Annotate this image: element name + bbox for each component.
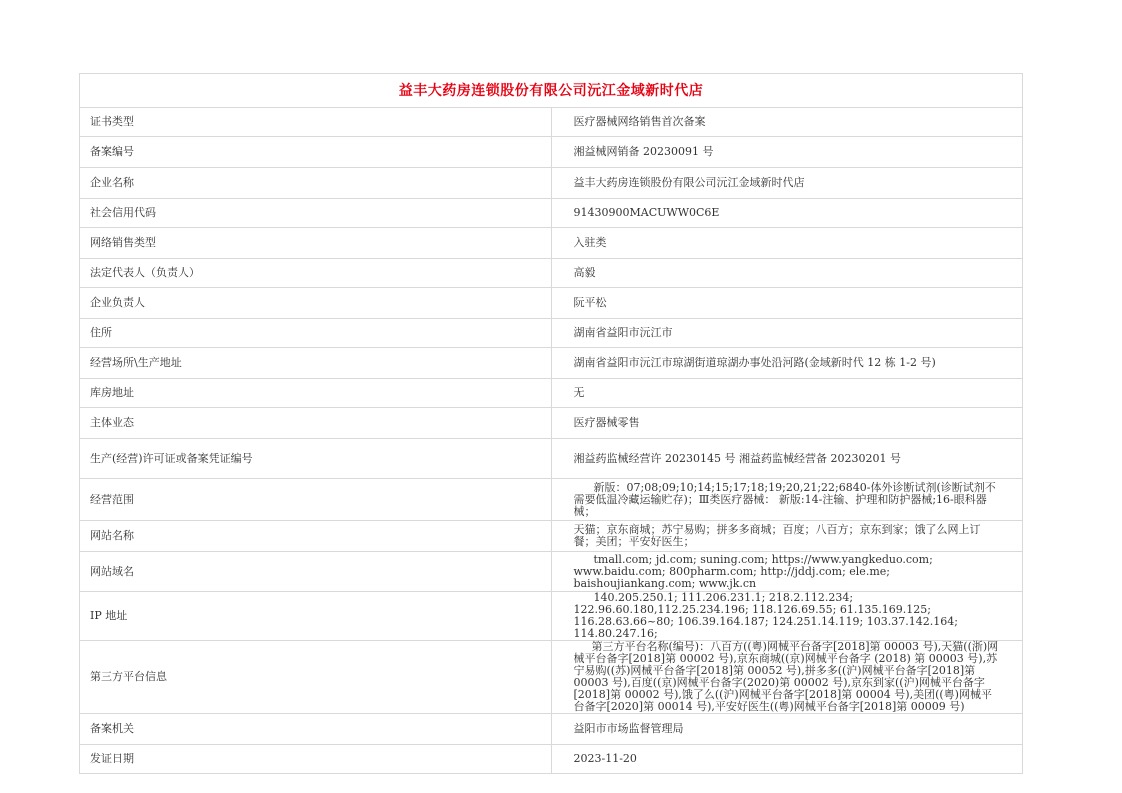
table-row <box>80 228 1023 259</box>
table-row <box>80 408 1023 439</box>
field-value: 91430900MACUWW0C6E <box>551 199 1023 228</box>
table-row <box>80 479 1023 521</box>
field-label: 备案编号 <box>80 137 552 168</box>
field-value: 天猫；京东商城；苏宁易购；拼多多商城；百度；八百方；京东到家；饿了么网上订餐；美团；平安好医生； <box>551 521 1023 552</box>
field-label: 网站域名 <box>80 552 552 592</box>
field-value: 湘益械网销备 20230091 号 <box>551 137 1023 168</box>
table-row <box>80 745 1023 774</box>
table-row <box>80 319 1023 348</box>
document-title: 益丰大药房连锁股份有限公司沅江金域新时代店 <box>80 74 1023 108</box>
field-label: 企业名称 <box>80 168 552 199</box>
field-value: 湘益药监械经营许 20230145 号 湘益药监械经营备 20230201 号 <box>551 439 1023 479</box>
field-value: 新版：07;08;09;10;14;15;17;18;19;20,21;22;6840-体外诊断试剂(诊断试剂不需要低温冷藏运输贮存)；Ⅲ类医疗器械： 新版:14-注输、护理和防护器械;16-眼科器械； <box>551 479 1023 521</box>
field-label: 证书类型 <box>80 108 552 137</box>
field-label: 主体业态 <box>80 408 552 439</box>
field-label: 法定代表人（负责人） <box>80 259 552 288</box>
table-row <box>80 521 1023 552</box>
field-value: 益丰大药房连锁股份有限公司沅江金域新时代店 <box>551 168 1023 199</box>
field-value: 湖南省益阳市沅江市 <box>551 319 1023 348</box>
field-label: 经营场所\生产地址 <box>80 348 552 379</box>
field-label: 企业负责人 <box>80 288 552 319</box>
field-value: 入驻类 <box>551 228 1023 259</box>
field-value: 2023-11-20 <box>551 745 1023 774</box>
field-value: 第三方平台名称(编号)：八百方((粤)网械平台备字[2018]第 00003 号),天猫((浙)网械平台备字[2018]第 00002 号),京东商城((京)网械平台备字 (2018) 第 00003 号),苏宁易购((苏)网械平台备字[2018]第 00052 号),拼多多((沪)网械平台备字[2018]第 00003 号),百度((京)网械平台备字(2020)第 00002 号),京东到家((沪)网械平台备字[2018]第 00002 号),饿了么((沪)网械平台备字[2018]第 00004 号),美团((粤)网械平台备字[2020]第 00014 号),平安好医生((粤)网械平台备字[2018]第 00009 号) <box>551 641 1023 714</box>
field-value: 140.205.250.1; 111.206.231.1; 218.2.112.234; 122.96.60.180,112.25.234.196; 118.126.69.55; 61.135.169.125; 116.28.63.66~80; 106.39.164.187; 124.251.14.119; 103.37.142.164; 114.80.247.16; <box>551 592 1023 641</box>
field-label: 生产(经营)许可证或备案凭证编号 <box>80 439 552 479</box>
table-row <box>80 714 1023 745</box>
field-label: 第三方平台信息 <box>80 641 552 714</box>
field-label: 经营范围 <box>80 479 552 521</box>
field-label: 社会信用代码 <box>80 199 552 228</box>
table-row <box>80 288 1023 319</box>
field-label: 住所 <box>80 319 552 348</box>
field-label: IP 地址 <box>80 592 552 641</box>
table-row <box>80 137 1023 168</box>
field-value: 无 <box>551 379 1023 408</box>
table-row <box>80 439 1023 479</box>
field-value: 益阳市市场监督管理局 <box>551 714 1023 745</box>
table-row <box>80 259 1023 288</box>
table-row <box>80 592 1023 641</box>
certificate-document <box>79 73 1023 774</box>
table-row <box>80 168 1023 199</box>
table-row <box>80 379 1023 408</box>
field-label: 网站名称 <box>80 521 552 552</box>
table-row <box>80 199 1023 228</box>
table-row <box>80 641 1023 714</box>
certificate-table <box>79 73 1023 774</box>
field-value: 医疗器械网络销售首次备案 <box>551 108 1023 137</box>
field-value: tmall.com; jd.com; suning.com; https://www.yangkeduo.com; www.baidu.com; 800pharm.com; http://jddj.com; ele.me; baishoujiankang.com; www.jk.cn <box>551 552 1023 592</box>
field-label: 库房地址 <box>80 379 552 408</box>
table-row <box>80 552 1023 592</box>
table-row <box>80 108 1023 137</box>
field-label: 备案机关 <box>80 714 552 745</box>
field-label: 网络销售类型 <box>80 228 552 259</box>
field-value: 高毅 <box>551 259 1023 288</box>
field-value: 湖南省益阳市沅江市琼湖街道琼湖办事处沿河路(金域新时代 12 栋 1-2 号) <box>551 348 1023 379</box>
table-row <box>80 348 1023 379</box>
field-value: 阮平松 <box>551 288 1023 319</box>
field-label: 发证日期 <box>80 745 552 774</box>
field-value: 医疗器械零售 <box>551 408 1023 439</box>
